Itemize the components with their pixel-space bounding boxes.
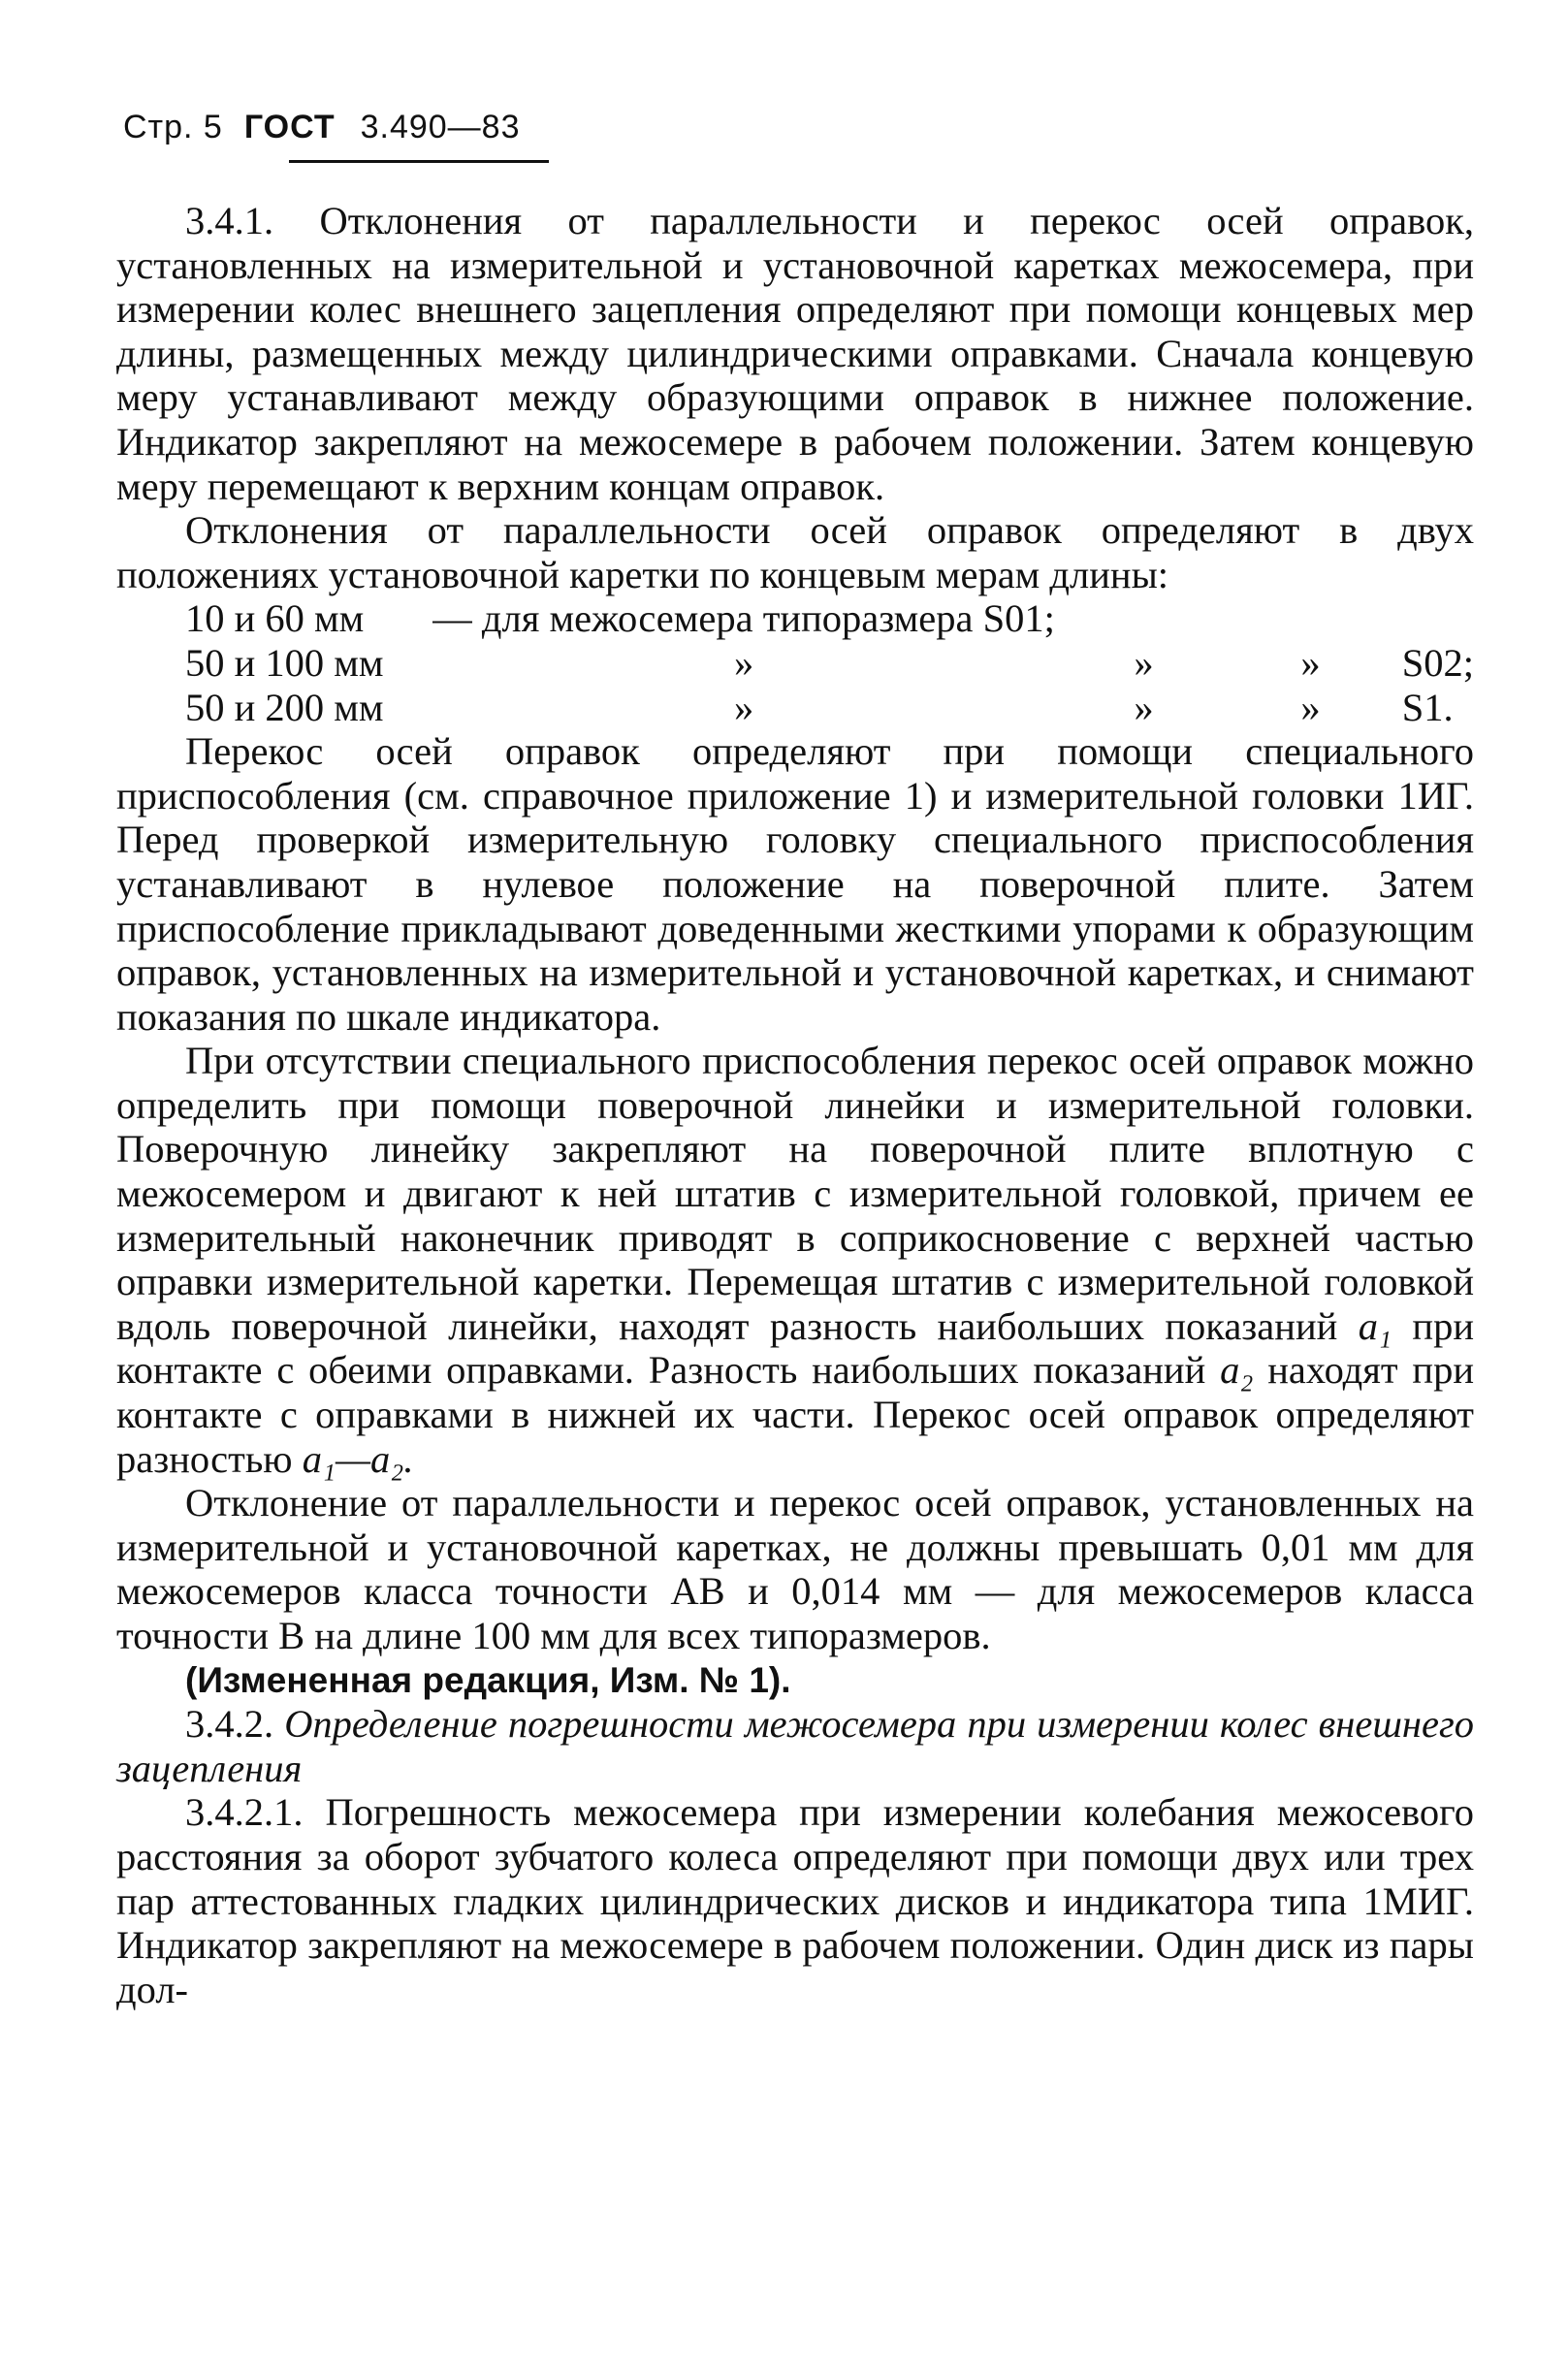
ditto-mark: » <box>1134 640 1154 685</box>
paragraph-skew: Перекос осей оправок определяют при помощи специального приспособления (см. справочное приложение 1) и измерительной головки 1ИГ. Перед проверкой измерительную головку специального приспособления устанавливают в нулевое положение на поверочной плите. Затем приспособление прикладывают доведенными жесткими упорами к образующим оправок, установленных на измерительной и установочной каретках, и снимают показания по шкале индикатора. <box>116 729 1474 1039</box>
size-row <box>185 641 1474 686</box>
size-row <box>185 686 1474 730</box>
section-title: Определение погрешности межосемера при измерении колес внешнего зацепления <box>116 1702 1475 1790</box>
ditto-mark: » <box>1134 685 1154 729</box>
ditto-mark: » <box>1300 685 1321 729</box>
paragraph-deviation: Отклонения от параллельности осей оправок определяют в двух положениях установочной каретки по концевым мерам длины: <box>116 508 1474 596</box>
size-code: S02; <box>1401 640 1474 685</box>
size-range: 50 и 100 мм <box>185 640 384 685</box>
document-body <box>116 199 1474 2011</box>
symbol-difference: a₁—a₂. <box>302 1436 414 1481</box>
text-segment: При отсутствии специального приспособления перекос осей оправок можно определить при помощи поверочной линейки и измерительной головки. Поверочную линейку закрепляют на поверочной плите вплотную с межосемером и двигают к ней штатив с измерительной головкой, причем ее измерительный наконечник приводят в соприкосновение с верхней частью оправки измерительной каретки. Перемещая штатив с измерительной головкой вдоль поверочной линейки, находят разность наибольших показаний <box>116 1039 1474 1348</box>
size-code: S1. <box>1401 685 1454 729</box>
paragraph-3-4-2-1: 3.4.2.1. Погрешность межосемера при измерении колебания межосевого расстояния за оборот зубчатого колеса определяют при помощи двух или трех пар аттестованных гладких цилиндрических дисков и индикатора типа 1МИГ. Индикатор закрепляют на межосемере в рабочем положении. Один диск из пары дол- <box>116 1790 1474 2011</box>
page-number: Стр. 5 <box>123 109 223 145</box>
header-rule <box>289 160 549 163</box>
size-range: 50 и 200 мм <box>185 685 384 729</box>
symbol-a1: a₁ <box>1358 1303 1392 1348</box>
symbol-a2: a₂ <box>1220 1348 1254 1393</box>
paragraph-limit: Отклонение от параллельности и перекос осей оправок, установленных на измерительной и установочной каретках, не должны превышать 0,01 мм для межосемеров класса точности АВ и 0,014 мм — для межосемеров класса точности В на длине 100 мм для всех типоразмеров. <box>116 1481 1474 1657</box>
ditto-mark: » <box>733 685 754 729</box>
paragraph-absent-device <box>116 1039 1474 1481</box>
size-range: 10 и 60 мм <box>185 596 365 641</box>
text-segment: находят при контакте с оправками в нижней их части. Перекос осей оправок определяют разностью <box>116 1348 1474 1481</box>
standard-label: ГОСТ <box>243 109 336 145</box>
gauge-sizes-table <box>185 596 1474 729</box>
ditto-mark: » <box>1300 640 1321 685</box>
standard-number: 3.490—83 <box>360 109 521 145</box>
text-segment: при контакте с обеими оправками. Разность наибольших показаний <box>116 1303 1475 1393</box>
size-row <box>185 596 1474 641</box>
amendment-note: (Измененная редакция, Изм. № 1). <box>185 1659 791 1700</box>
section-number: 3.4.2. <box>185 1702 274 1747</box>
section-3-4-2-heading <box>116 1702 1474 1790</box>
ditto-mark: » <box>733 640 754 685</box>
page-header <box>123 109 521 146</box>
size-description: — для межосемера типоразмера S01; <box>432 596 1055 641</box>
paragraph-3-4-1: 3.4.1. Отклонения от параллельности и перекос осей оправок, установленных на измерительной и установочной каретках межосемера, при измерении колес внешнего зацепления определяют при помощи концевых мер длины, размещенных между цилиндрическими оправками. Сначала концевую меру устанавливают между образующими оправок в нижнее положение. Индикатор закрепляют на межосемере в рабочем положении. Затем концевую меру перемещают к верхним концам оправок. <box>116 199 1474 508</box>
